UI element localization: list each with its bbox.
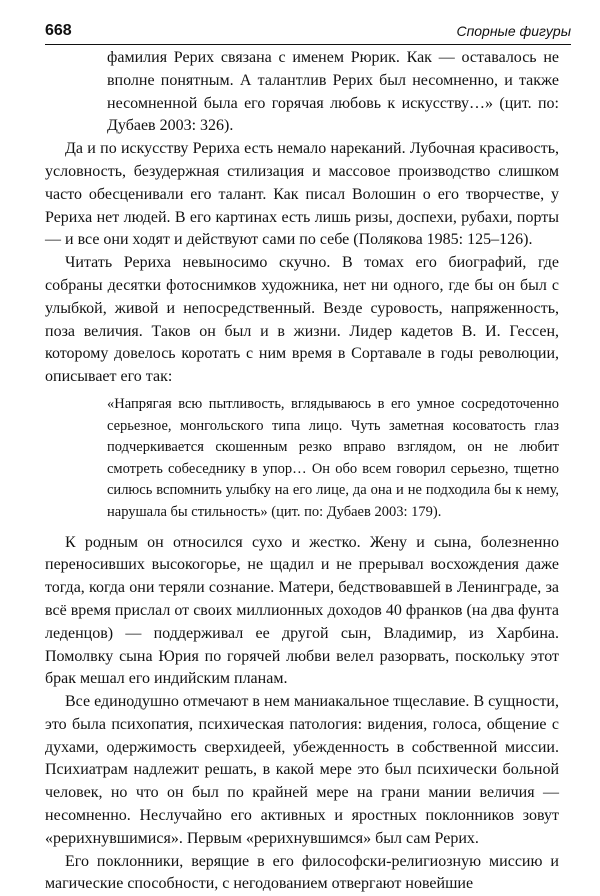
header-rule xyxy=(45,44,571,45)
page-header xyxy=(45,21,571,45)
paragraph-vanity: Все единодушно отмечают в нем маниакальное тщеславие. В сущности, это была психопатия, психическая патология: видения, голоса, общение с духами, одержимость сверхидеей, убежденность в собственной миссии. Психиатрам надлежит решать, в какой мере это был психически больной человек, но что он был по крайней мере на грани мании величия — несомненно. Неслучайно его активных и яростных поклонников зовут «рерихнувшимися». Первым «рерихнувшимся» был сам Рерих. xyxy=(45,693,559,847)
quote-continuation: фамилия Рерих связана с именем Рюрик. Как — оставалось не вполне понятным. А талантлив Рерих был несомненно, и также несомненной была его горячая любовь к искусству…» (цит. по: Дубаев 2003: 326). xyxy=(107,49,559,135)
page-number: 668 xyxy=(45,22,72,39)
paragraph-art-criticism: Да и по искусству Рериха есть немало нареканий. Лубочная красивость, условность, безудержная стилизация и массовое производство слишком часто обесценивали его талант. Как писал Волошин о его творчестве, у Рериха нет людей. В его картинах есть лишь ризы, доспехи, рубахи, порты — и все они ходят и действуют сами по себе (Полякова 1985: 125–126). xyxy=(45,140,559,249)
body-text xyxy=(45,47,559,896)
paragraph-admirers: Его поклонники, верящие в его философски-религиозную миссию и магические способности, с негодованием отвергают новейшие xyxy=(45,852,559,893)
paragraph-boring-reading: Читать Рериха невыносимо скучно. В томах его биографий, где собраны десятки фотоснимков художника, нет ни одного, где бы он был с улыбкой, живой и непосредственный. Везде суровость, напряженность, поза величия. Таков он был и в жизни. Лидер кадетов В. И. Гессен, которому довелось коротать с ним время в Сортавале в годы революции, описывает его так: xyxy=(45,254,559,386)
running-title: Спорные фигуры xyxy=(456,23,571,39)
quote-hessen: «Напрягая всю пытливость, вглядываюсь в его умное сосредоточенно серьезное, монгольского типа лицо. Чуть заметная косоватость глаз подчеркивается скошенным резко вправо взглядом, он не любит смотреть собеседнику в упор… Он обо всем говорил серьезно, тщетно силюсь вспомнить улыбку на его лице, да она и не подходила бы к нему, нарушала бы стильность» (цит. по: Дубаев 2003: 179). xyxy=(107,395,559,520)
paragraph-family: К родным он относился сухо и жестко. Жену и сына, болезненно переносивших высокогорье, не щадил и не прерывал восхождения даже тогда, когда они теряли сознание. Матери, бедствовавшей в Ленинграде, за всё время прислал от своих миллионных доходов 40 франков (на два фунта леденцов) — поддерживал ее другой сын, Владимир, из Харбина. Помолвку сына Юрия по горячей любви велел разорвать, поскольку этот брак мешал его индийским планам. xyxy=(45,533,559,688)
